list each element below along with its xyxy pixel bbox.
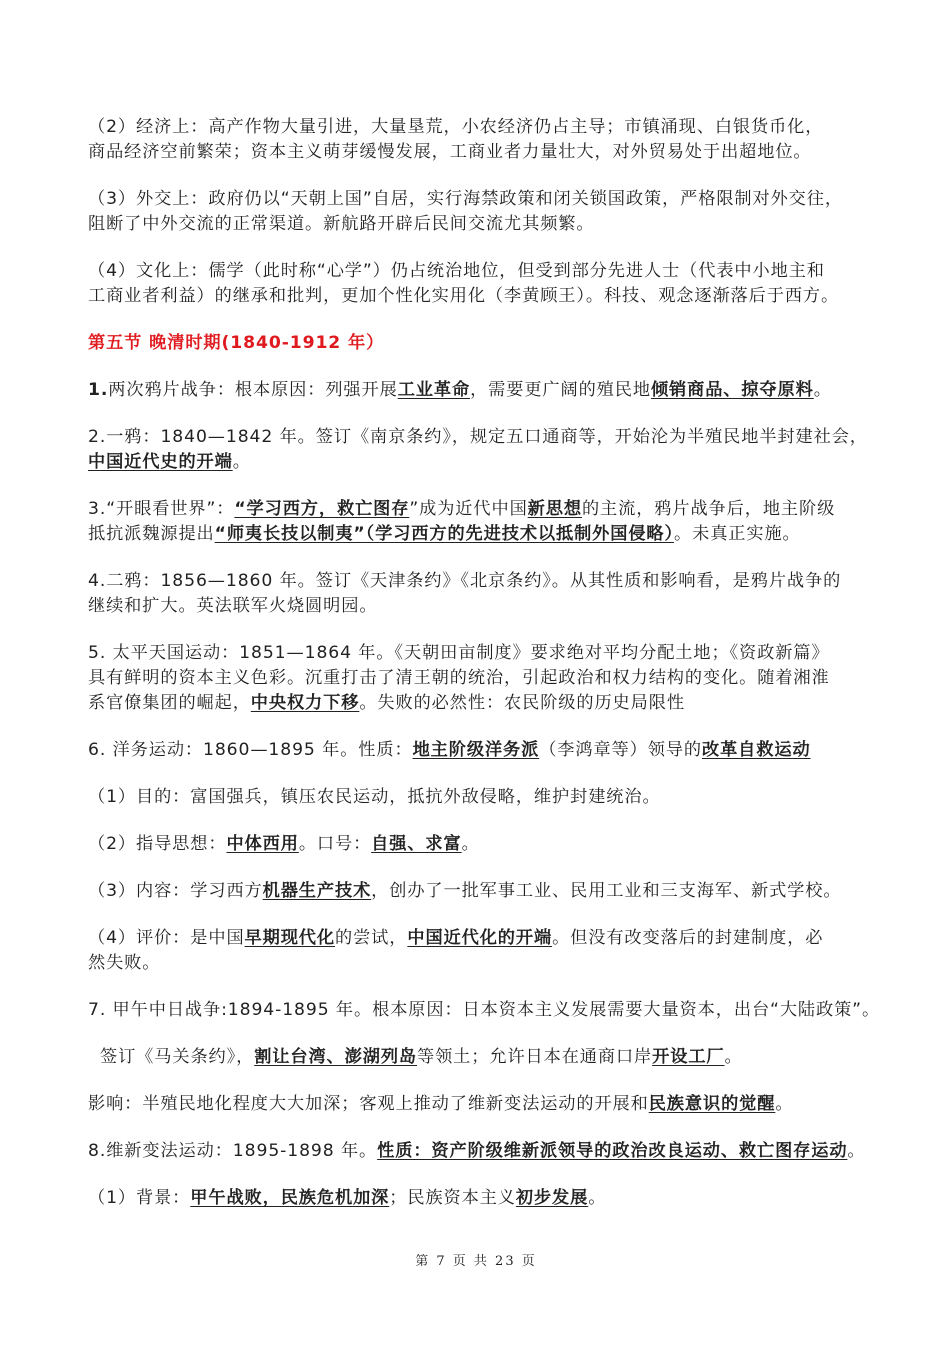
key-point-text: 早期现代化 — [244, 928, 335, 948]
key-point-text: 地主阶级洋务派 — [412, 740, 540, 760]
key-point-text: 机器生产技术 — [262, 881, 372, 901]
text-segment: 抵抗派魏源提出 — [88, 524, 215, 544]
text-line — [100, 1045, 878, 1070]
text-line — [88, 785, 878, 810]
paragraph — [88, 1092, 878, 1117]
paragraph — [88, 569, 878, 619]
paragraph — [88, 738, 878, 763]
text-segment: 8.维新变法运动：1895-1898 年。 — [88, 1141, 378, 1161]
text-segment: 系官僚集团的崛起， — [88, 693, 251, 713]
text-line — [88, 425, 878, 450]
text-line — [88, 832, 878, 857]
key-point-text: 中国近代史的开端 — [88, 452, 233, 472]
text-line — [88, 284, 878, 309]
key-point-text: 民族意识的觉醒 — [648, 1094, 776, 1114]
text-segment: 签订《马关条约》， — [100, 1047, 255, 1067]
text-line — [88, 879, 878, 904]
text-segment: （3）外交上：政府仍以“天朝上国”自居，实行海禁政策和闭关锁国政策，严格限制对外交往， — [88, 189, 843, 209]
text-line — [88, 1092, 878, 1117]
text-line — [88, 926, 878, 951]
text-line — [88, 378, 878, 403]
text-line — [88, 331, 878, 356]
key-point-text: “学习西方，救亡图存 — [234, 499, 410, 519]
text-line — [88, 115, 878, 140]
text-segment: 继续和扩大。英法联军火烧圆明园。 — [88, 596, 378, 616]
text-line — [88, 259, 878, 284]
paragraph — [88, 378, 878, 403]
text-line — [88, 187, 878, 212]
paragraph — [88, 998, 881, 1023]
text-segment: 7. 甲午中日战争:1894-1895 年。根本原因：日本资本主义发展需要大量资本，出台“大陆政策”。 — [88, 1000, 881, 1020]
text-segment: 。 — [813, 380, 832, 400]
key-point-text: 割让台湾、澎湖列岛 — [254, 1047, 417, 1067]
text-line — [88, 951, 878, 976]
text-line — [88, 641, 878, 666]
key-point-text: 甲午战败，民族危机加深 — [190, 1188, 390, 1208]
text-segment: 第五节 晚清时期(1840-1912 年） — [88, 333, 385, 353]
text-line — [88, 497, 878, 522]
text-segment: （1）目的：富国强兵，镇压农民运动，抵抗外敌侵略，维护封建统治。 — [88, 787, 661, 807]
key-point-text: “师夷长技以制夷”（学习西方的先进技术以抵制外国侵略） — [214, 524, 675, 544]
text-segment: （1）背景： — [88, 1188, 191, 1208]
text-segment: （4）评价：是中国 — [88, 928, 245, 948]
text-segment: 5. 太平天国运动：1851—1864 年。《天朝田亩制度》要求绝对平均分配土地；《资政新篇》 — [88, 643, 830, 663]
paragraph — [88, 497, 878, 547]
paragraph — [88, 187, 878, 237]
text-segment: 。 — [775, 1094, 794, 1114]
text-line — [88, 594, 878, 619]
text-segment: （2）指导思想： — [88, 834, 227, 854]
text-line — [88, 1139, 878, 1164]
document-body — [88, 115, 881, 1233]
text-segment: 商品经济空前繁荣；资本主义萌芽缓慢发展，工商业者力量壮大，对外贸易处于出超地位。 — [88, 142, 812, 162]
text-segment: 影响：半殖民地化程度大大加深；客观上推动了维新变法运动的开展和 — [88, 1094, 649, 1114]
key-point-text: 工业革命 — [397, 380, 471, 400]
text-line — [88, 140, 878, 165]
paragraph — [88, 641, 878, 716]
text-segment: 。口号： — [298, 834, 372, 854]
text-line — [88, 450, 878, 475]
key-point-text: 新思想 — [527, 499, 582, 519]
text-segment: 具有鲜明的资本主义色彩。沉重打击了清王朝的统治，引起政治和权力结构的变化。随着湘淮 — [88, 668, 830, 688]
key-point-text: 自强、求富 — [371, 834, 462, 854]
text-segment: 的尝试， — [335, 928, 408, 948]
paragraph — [88, 1139, 878, 1164]
text-segment: 。 — [724, 1047, 743, 1067]
text-segment: 。 — [847, 1141, 866, 1161]
key-point-text: 初步发展 — [515, 1188, 589, 1208]
text-segment: 。失败的必然性：农民阶级的历史局限性 — [359, 693, 685, 713]
paragraph — [88, 832, 878, 857]
text-segment: 。但没有改变落后的封建制度，必 — [552, 928, 824, 948]
text-segment: 然失败。 — [88, 953, 161, 973]
text-segment: ；民族资本主义 — [389, 1188, 516, 1208]
text-segment: 3.“开眼看世界”： — [88, 499, 235, 519]
text-segment: 。 — [588, 1188, 607, 1208]
page-number: 第 7 页 共 23 页 — [415, 1254, 537, 1269]
paragraph — [88, 1045, 878, 1070]
text-segment: （2）经济上：高产作物大量引进，大量垦荒，小农经济仍占主导；市镇涌现、白银货币化， — [88, 117, 824, 137]
key-point-text: 开设工厂 — [652, 1047, 725, 1067]
text-segment: 。 — [232, 452, 251, 472]
paragraph — [88, 879, 878, 904]
key-point-text: 中央权力下移 — [250, 693, 360, 713]
paragraph — [88, 115, 878, 165]
text-segment: 1. — [88, 380, 109, 400]
text-segment: 阻断了中外交流的正常渠道。新航路开辟后民间交流尤其频繁。 — [88, 214, 595, 234]
text-segment: 4.二鸦：1856—1860 年。签订《天津条约》《北京条约》。从其性质和影响看，是鸦片战争的 — [88, 571, 842, 591]
section-heading — [88, 331, 878, 356]
text-line — [88, 212, 878, 237]
text-segment: （3）内容：学习西方 — [88, 881, 263, 901]
text-line — [88, 691, 878, 716]
text-line — [88, 1186, 878, 1211]
text-segment: ，需要更广阔的殖民地 — [470, 380, 651, 400]
paragraph — [88, 785, 878, 810]
paragraph — [88, 259, 878, 309]
paragraph — [88, 425, 878, 475]
text-segment: （李鸿章等）领导的 — [539, 740, 702, 760]
text-line — [88, 569, 878, 594]
key-point-text: 倾销商品、掠夺原料 — [650, 380, 814, 400]
text-segment: ，创办了一批军事工业、民用工业和三支海军、新式学校。 — [371, 881, 842, 901]
text-line — [88, 738, 878, 763]
paragraph — [88, 926, 878, 976]
text-line — [88, 998, 881, 1023]
text-segment: 2.一鸦：1840—1842 年。签订《南京条约》，规定五口通商等，开始沦为半殖民地半封建社会， — [88, 427, 868, 447]
text-segment: 工商业者利益）的继承和批判，更加个性化实用化（李黄顾王）。科技、观念逐渐落后于西方。 — [88, 286, 840, 306]
text-segment: 。未真正实施。 — [674, 524, 801, 544]
text-line — [88, 666, 878, 691]
text-segment: ”成为近代中国 — [409, 499, 528, 519]
text-segment: 6. 洋务运动：1860—1895 年。性质： — [88, 740, 413, 760]
text-segment: （4）文化上：儒学（此时称“心学”）仍占统治地位，但受到部分先进人士（代表中小地主和 — [88, 261, 825, 281]
paragraph — [88, 1186, 878, 1211]
text-segment: 等领土；允许日本在通商口岸 — [417, 1047, 653, 1067]
text-segment: 。 — [461, 834, 480, 854]
key-point-text: 中体西用 — [226, 834, 299, 854]
key-point-text: 改革自救运动 — [702, 740, 811, 760]
text-line — [88, 522, 878, 547]
key-point-text: 性质：资产阶级维新派领导的政治改良运动、救亡图存运动 — [377, 1141, 848, 1161]
text-segment: 的主流，鸦片战争后，地主阶级 — [581, 499, 836, 519]
text-segment: 两次鸦片战争：根本原因：列强开展 — [108, 380, 398, 400]
key-point-text: 中国近代化的开端 — [407, 928, 553, 948]
